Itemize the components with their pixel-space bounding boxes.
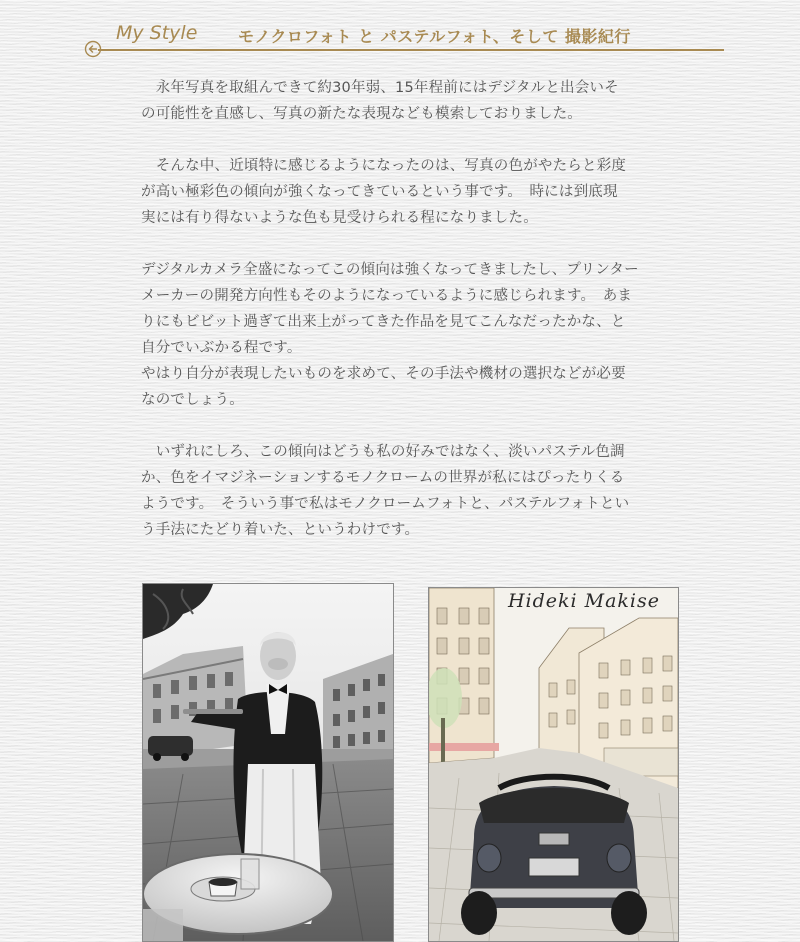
text-line: の可能性を直感し、写真の新たな表現なども模索しておりました。 — [141, 106, 582, 122]
text-line: か、色をイマジネーションするモノクロームの世界が私にはぴったりくる — [141, 470, 625, 486]
text-line: 実には有り得ないような色も見受けられる程になりました。 — [141, 210, 538, 226]
header-divider — [98, 49, 724, 51]
paragraph-1 — [141, 75, 681, 127]
pastel-photo[interactable] — [428, 587, 679, 942]
text-line: そんな中、近頃特に感じるようになったのは、写真の色がやたらと彩度 — [141, 158, 627, 174]
text-line: 自分でいぶかる程です。 — [141, 340, 302, 356]
photographer-signature: Hideki Makise — [507, 590, 660, 612]
paragraph-3 — [141, 257, 681, 413]
section-title: My Style — [116, 22, 198, 44]
text-line: メーカーの開発方向性もそのようになっているように感じられます。 あま — [141, 288, 633, 304]
paragraph-2 — [141, 153, 681, 231]
text-line: やはり自分が表現したいものを求めて、その手法や機材の選択などが必要 — [141, 366, 626, 382]
text-line: ようです。 そういう事で私はモノクロームフォトと、パステルフォトとい — [141, 496, 630, 512]
text-line: が高い極彩色の傾向が強くなってきているという事です。 時には到底現 — [141, 184, 618, 200]
text-line: りにもビビット過ぎて出来上がってきた作品を見てこんなだったかな、と — [141, 314, 626, 330]
monochrome-photo[interactable] — [142, 583, 394, 942]
page-header — [84, 18, 724, 52]
section-subtitle: モノクロフォト と パステルフォト、そして 撮影紀行 — [238, 27, 631, 46]
text-line: う手法にたどり着いた、というわけです。 — [141, 522, 420, 538]
paragraph-4 — [141, 439, 681, 543]
article-body — [141, 75, 681, 543]
text-line: いずれにしろ、この傾向はどうも私の好みではなく、淡いパステル色調 — [141, 444, 625, 460]
street-photo-illustration — [429, 588, 678, 941]
text-line: デジタルカメラ全盛になってこの傾向は強くなってきましたし、プリンター — [141, 262, 639, 278]
text-line: なのでしょう。 — [141, 392, 244, 408]
waiter-photo-illustration — [143, 584, 393, 941]
text-line: 永年写真を取組んできて約30年弱、15年程前にはデジタルと出会いそ — [141, 80, 619, 96]
